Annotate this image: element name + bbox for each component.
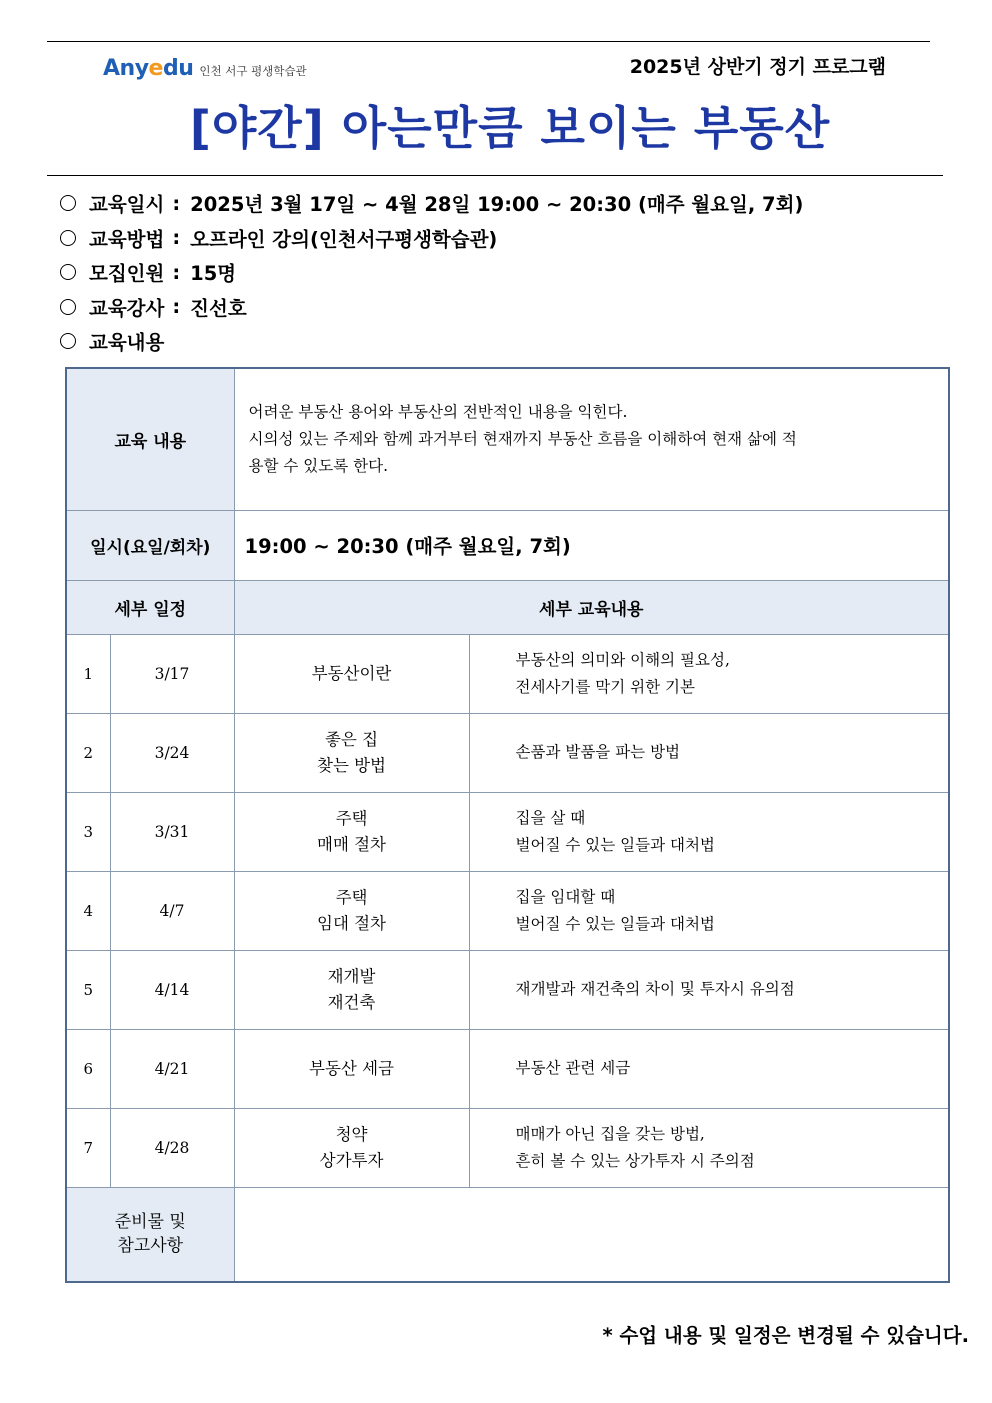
content-row bbox=[66, 368, 949, 510]
desc-line: 매매가 아닌 집을 갖는 방법, bbox=[515, 1124, 705, 1143]
session-topic bbox=[234, 1108, 469, 1187]
prep-label bbox=[66, 1187, 234, 1282]
logo-word-part: du bbox=[162, 55, 194, 81]
schedule-row bbox=[66, 510, 949, 580]
schedule-label: 일시(요일/회차) bbox=[66, 510, 234, 580]
desc-line: 집을 살 때 bbox=[515, 808, 586, 827]
top-rule bbox=[47, 41, 930, 42]
session-date: 4/14 bbox=[110, 950, 234, 1029]
footer-note: * 수업 내용 및 일정은 변경될 수 있습니다. bbox=[602, 1324, 969, 1347]
session-description bbox=[469, 713, 949, 792]
session-number: 6 bbox=[66, 1029, 110, 1108]
topic-line: 주택 bbox=[335, 887, 368, 907]
session-topic bbox=[234, 792, 469, 871]
content-line: 어려운 부동산 용어와 부동산의 전반적인 내용을 익힌다. bbox=[248, 402, 628, 421]
info-value: 15명 bbox=[190, 262, 237, 286]
content-line: 시의성 있는 주제와 함께 과거부터 현재까지 부동산 흐름을 이해하여 현재 삶에 적 bbox=[248, 429, 797, 448]
info-label: 교육내용 bbox=[89, 331, 165, 355]
session-description bbox=[469, 792, 949, 871]
info-label: 교육일시 bbox=[89, 193, 165, 217]
circle-bullet-icon bbox=[60, 195, 76, 211]
info-colon: : bbox=[172, 191, 181, 215]
session-topic bbox=[234, 713, 469, 792]
table-row bbox=[66, 713, 949, 792]
info-item bbox=[60, 290, 803, 325]
desc-line: 손품과 발품을 파는 방법 bbox=[515, 743, 681, 761]
session-date: 4/28 bbox=[110, 1108, 234, 1187]
table-row bbox=[66, 634, 949, 713]
session-description bbox=[469, 1029, 949, 1108]
desc-line: 벌어질 수 있는 일들과 대처법 bbox=[515, 835, 715, 854]
detail-schedule-header: 세부 일정 bbox=[66, 580, 234, 634]
prep-value bbox=[234, 1187, 949, 1282]
schedule-value: 19:00 ~ 20:30 (매주 월요일, 7회) bbox=[234, 510, 949, 580]
topic-line: 찾는 방법 bbox=[317, 755, 387, 775]
session-date: 3/31 bbox=[110, 792, 234, 871]
logo-wordmark bbox=[103, 56, 193, 81]
session-number: 2 bbox=[66, 713, 110, 792]
info-colon: : bbox=[172, 226, 181, 250]
desc-line: 집을 임대할 때 bbox=[515, 887, 616, 906]
circle-bullet-icon bbox=[60, 264, 76, 280]
session-number: 5 bbox=[66, 950, 110, 1029]
session-topic bbox=[234, 950, 469, 1029]
info-list bbox=[60, 186, 803, 359]
session-topic bbox=[234, 634, 469, 713]
topic-line: 매매 절차 bbox=[317, 834, 387, 854]
info-label: 모집인원 bbox=[89, 262, 165, 286]
desc-line: 흔히 볼 수 있는 상가투자 시 주의점 bbox=[515, 1151, 755, 1170]
session-date: 3/24 bbox=[110, 713, 234, 792]
prep-row bbox=[66, 1187, 949, 1282]
table-row bbox=[66, 792, 949, 871]
circle-bullet-icon bbox=[60, 299, 76, 315]
detail-content-header: 세부 교육내용 bbox=[234, 580, 949, 634]
table-row bbox=[66, 1108, 949, 1187]
logo-word-part: Any bbox=[103, 55, 149, 81]
circle-bullet-icon bbox=[60, 333, 76, 349]
title-rule bbox=[47, 175, 943, 176]
topic-line: 부동산이란 bbox=[311, 663, 392, 683]
table-row bbox=[66, 871, 949, 950]
page-title: [야간] 아는만큼 보이는 부동산 bbox=[189, 101, 831, 155]
info-label: 교육방법 bbox=[89, 227, 165, 251]
topic-line: 좋은 집 bbox=[324, 729, 379, 749]
desc-line: 부동산 관련 세금 bbox=[515, 1059, 631, 1077]
program-label: 2025년 상반기 정기 프로그램 bbox=[629, 56, 886, 78]
session-description bbox=[469, 950, 949, 1029]
session-description bbox=[469, 1108, 949, 1187]
topic-line: 주택 bbox=[335, 808, 368, 828]
session-description bbox=[469, 634, 949, 713]
content-line: 용할 수 있도록 한다. bbox=[248, 456, 389, 475]
content-label: 교육 내용 bbox=[66, 368, 234, 510]
session-date: 4/21 bbox=[110, 1029, 234, 1108]
topic-line: 청약 bbox=[335, 1124, 368, 1144]
detail-header-row bbox=[66, 580, 949, 634]
prep-label-line: 준비물 및 bbox=[114, 1212, 186, 1233]
schedule-table bbox=[65, 367, 950, 1283]
session-topic bbox=[234, 871, 469, 950]
info-value: 진선호 bbox=[190, 296, 247, 320]
topic-line: 임대 절차 bbox=[317, 913, 387, 933]
session-description bbox=[469, 871, 949, 950]
info-value: 2025년 3월 17일 ~ 4월 28일 19:00 ~ 20:30 (매주 월요일, 7회) bbox=[190, 193, 804, 217]
desc-line: 재개발과 재건축의 차이 및 투자시 유의점 bbox=[515, 980, 795, 998]
topic-line: 재개발 bbox=[327, 966, 376, 986]
session-number: 3 bbox=[66, 792, 110, 871]
prep-label-line: 참고사항 bbox=[117, 1236, 184, 1257]
table-row bbox=[66, 950, 949, 1029]
info-colon: : bbox=[172, 260, 181, 284]
session-number: 1 bbox=[66, 634, 110, 713]
desc-line: 부동산의 의미와 이해의 필요성, bbox=[515, 650, 730, 669]
info-item bbox=[60, 255, 803, 290]
info-item bbox=[60, 221, 803, 256]
topic-line: 상가투자 bbox=[319, 1150, 384, 1170]
table-row bbox=[66, 1029, 949, 1108]
anyedu-logo bbox=[103, 50, 307, 86]
info-label: 교육강사 bbox=[89, 296, 165, 320]
session-topic bbox=[234, 1029, 469, 1108]
session-number: 7 bbox=[66, 1108, 110, 1187]
info-item bbox=[60, 324, 803, 359]
session-date: 3/17 bbox=[110, 634, 234, 713]
logo-subtitle: 인천 서구 평생학습관 bbox=[199, 64, 307, 78]
logo-word-part: e bbox=[148, 55, 163, 81]
info-item bbox=[60, 186, 803, 221]
session-date: 4/7 bbox=[110, 871, 234, 950]
topic-line: 부동산 세금 bbox=[309, 1058, 394, 1078]
content-text bbox=[234, 368, 949, 510]
session-number: 4 bbox=[66, 871, 110, 950]
circle-bullet-icon bbox=[60, 230, 76, 246]
info-colon: : bbox=[172, 295, 181, 319]
topic-line: 재건축 bbox=[327, 992, 376, 1012]
info-value: 오프라인 강의(인천서구평생학습관) bbox=[190, 227, 498, 251]
desc-line: 벌어질 수 있는 일들과 대처법 bbox=[515, 914, 715, 933]
desc-line: 전세사기를 막기 위한 기본 bbox=[515, 677, 696, 696]
